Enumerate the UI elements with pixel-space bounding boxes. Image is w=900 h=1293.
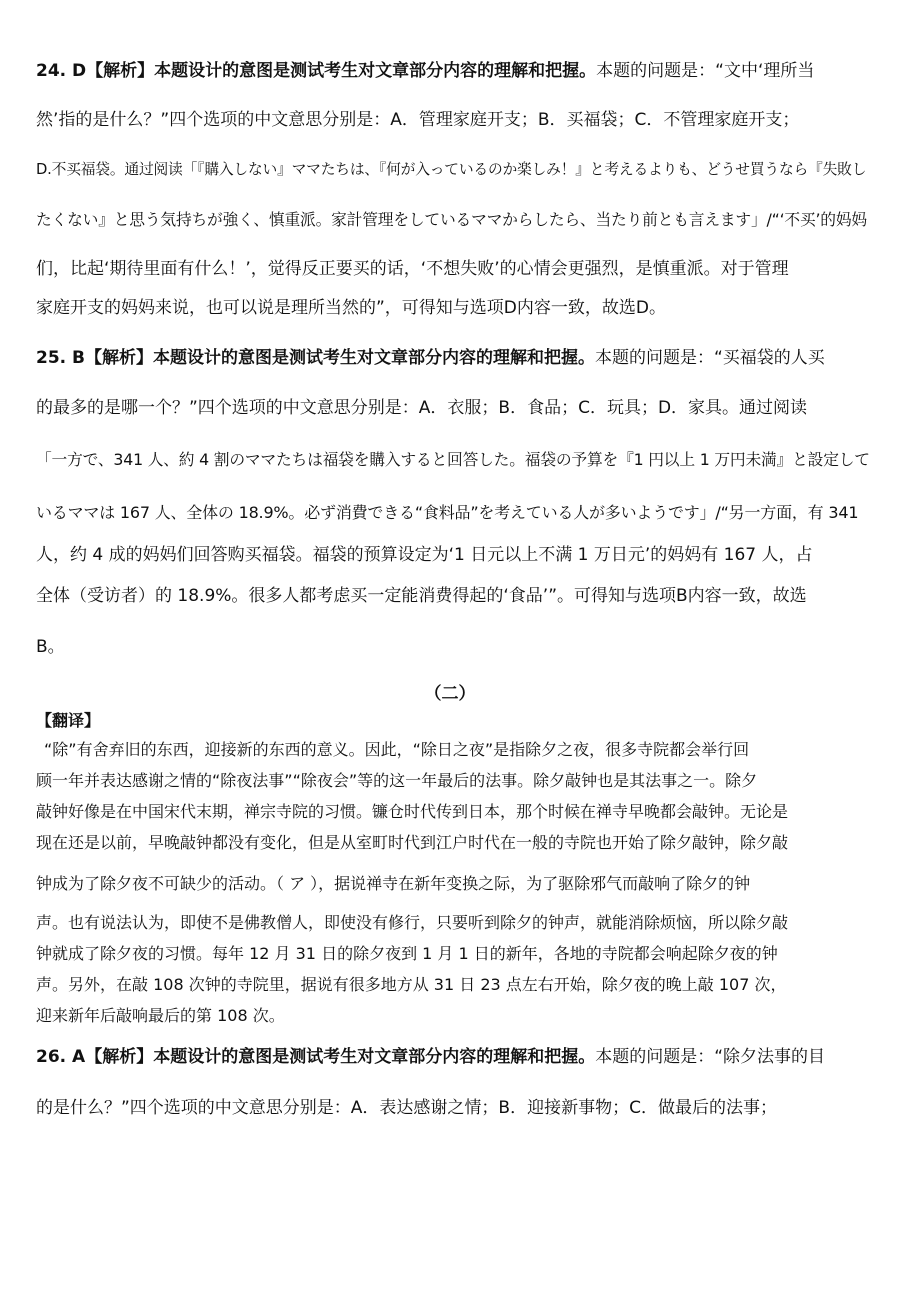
q26-line-2: 的是什么？”四个选项的中文意思分别是：A．表达感谢之情；B．迎接新事物；C．做最后的法事； [36, 1098, 777, 1118]
q24-line-1-rest: 本题的问题是：“文中‘理所当 [596, 61, 815, 81]
translation-line-1: “除”有舍弃旧的东西，迎接新的东西的意义。因此，“除日之夜”是指除夕之夜，很多寺院都会举行回 [44, 740, 750, 759]
q26-line-1 [36, 1046, 825, 1068]
translation-line-5: 钟成为了除夕夜不可缺少的活动。（ ア ），据说禅寺在新年变换之际，为了驱除邪气而敲响了除夕的钟 [36, 874, 751, 893]
q25-line-6: 全体（受访者）的 18.9%。很多人都考虑买一定能消费得起的‘食品’”。可得知与选项B内容一致，故选 [36, 586, 807, 606]
translation-line-2: 顾一年并表达感谢之情的“除夜法事”“除夜会”等的这一年最后的法事。除夕敲钟也是其法事之一。除夕 [36, 771, 758, 790]
q26-line-1-rest: 本题的问题是：“除夕法事的目 [595, 1047, 826, 1067]
translation-line-4: 现在还是以前，早晚敲钟都没有变化，但是从室町时代到江户时代在一般的寺院也开始了除夕敲钟，除夕敲 [36, 833, 789, 852]
q25-line-1 [36, 347, 825, 369]
translation-line-8: 声。另外，在敲 108 次钟的寺院里，据说有很多地方从 31 日 23 点左右开始，除夕夜的晚上敲 107 次， [36, 975, 787, 994]
q24-line-3: D.不买福袋。通过阅读「『購入しない』ママたちは、『何が入っているのか楽しみ！』と考えるよりも、どうせ買うなら『失敗し [36, 161, 867, 178]
q25-line-1-rest: 本题的问题是：“买福袋的人买 [595, 348, 825, 368]
q24-line-2: 然’指的是什么？”四个选项的中文意思分别是：A．管理家庭开支；B．买福袋；C．不管理家庭开支； [36, 110, 800, 130]
q25-line-7: B。 [36, 637, 65, 657]
q24-line-5: 们，比起‘期待里面有什么！’，觉得反正要买的话，‘不想失败’的心情会更强烈，是慎重派。对于管理 [36, 259, 789, 279]
translation-line-9: 迎来新年后敲响最后的第 108 次。 [36, 1006, 285, 1025]
q24-line-1 [36, 60, 814, 82]
translation-heading: 【翻译】 [36, 711, 101, 730]
q24-head: 24. D【解析】本题设计的意图是测试考生对文章部分内容的理解和把握。 [36, 61, 597, 81]
section-title: （二） [424, 684, 476, 704]
q25-line-5: 人，约 4 成的妈妈们回答购买福袋。福袋的预算设定为‘1 日元以上不满 1 万日元’的妈妈有 167 人，占 [36, 545, 813, 565]
translation-line-7: 钟就成了除夕夜的习惯。每年 12 月 31 日的除夕夜到 1 月 1 日的新年，各地的寺院都会响起除夕夜的钟 [36, 944, 778, 963]
translation-line-3: 敲钟好像是在中国宋代末期，禅宗寺院的习惯。镰仓时代传到日本，那个时候在禅寺早晚都会敲钟。无论是 [36, 802, 789, 821]
q24-line-6: 家庭开支的妈妈来说，也可以说是理所当然的”，可得知与选项D内容一致，故选D。 [36, 298, 666, 318]
q25-line-3: 「一方で、341 人、約 4 割のママたちは福袋を購入すると回答した。福袋の予算を『1 円以上 1 万円未満』と設定して [36, 450, 870, 469]
q25-head: 25. B【解析】本题设计的意图是测试考生对文章部分内容的理解和把握。 [36, 348, 595, 368]
q26-head: 26. A【解析】本题设计的意图是测试考生对文章部分内容的理解和把握。 [36, 1047, 596, 1067]
q25-line-2: 的最多的是哪一个？”四个选项的中文意思分别是：A．衣服；B．食品；C．玩具；D．家具。通过阅读 [36, 398, 808, 418]
q25-line-4: いるママは 167 人、全体の 18.9%。必ず消費できる“食料品”を考えている人が多いようです」/“另一方面，有 341 [36, 503, 859, 522]
translation-line-6: 声。也有说法认为，即使不是佛教僧人，即使没有修行，只要听到除夕的钟声，就能消除烦恼，所以除夕敲 [36, 913, 789, 932]
q24-line-4: たくない』と思う気持ちが強く、慎重派。家計管理をしているママからしたら、当たり前とも言えます」/“‘不买’的妈妈 [36, 210, 867, 229]
